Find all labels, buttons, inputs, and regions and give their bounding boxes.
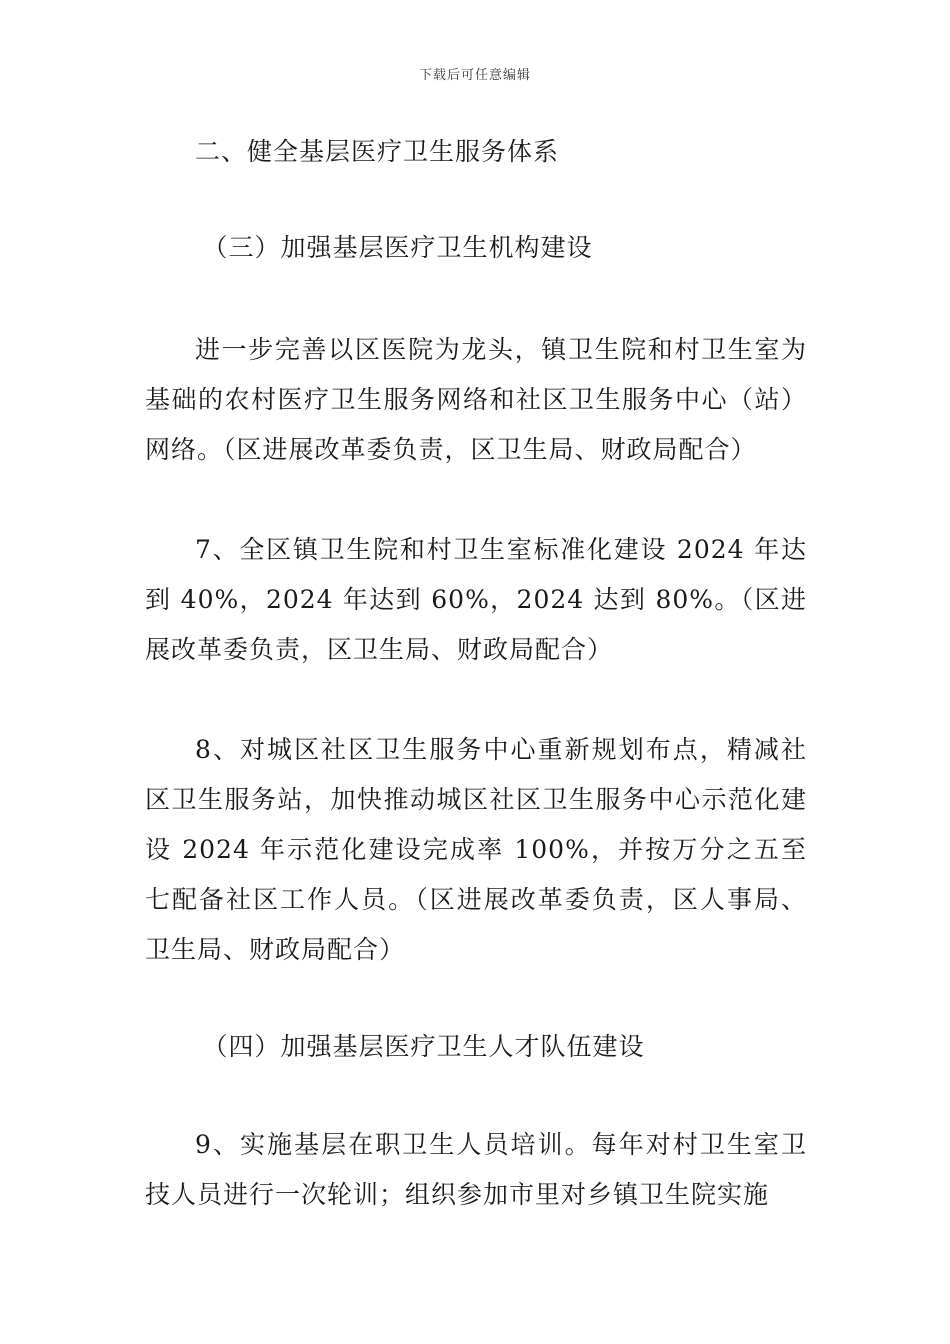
subsection-heading-3: （三）加强基层医疗卫生机构建设 xyxy=(202,233,593,262)
subsection-4-block xyxy=(145,1022,807,1072)
list-item-9: 9、实施基层在职卫生人员培训。每年对村卫生室卫技人员进行一次轮训；组织参加市里对乡镇卫生院实施 xyxy=(145,1130,807,1209)
item-8-block xyxy=(145,725,807,975)
section-heading: 二、健全基层医疗卫生服务体系 xyxy=(195,137,560,166)
section-heading-block xyxy=(145,127,807,177)
list-item-8: 8、对城区社区卫生服务中心重新规划布点，精减社区卫生服务站，加快推动城区社区卫生服务中心示范化建设 2024 年示范化建设完成率 100%，并按万分之五至七配备社区工作人员。（区进展改革委负责，区人事局、卫生局、财政局配合） xyxy=(145,735,807,964)
item-9-block xyxy=(145,1120,807,1220)
item-7-block xyxy=(145,525,807,675)
subsection-heading-4: （四）加强基层医疗卫生人才队伍建设 xyxy=(202,1032,645,1061)
subsection-3-block xyxy=(145,223,807,273)
paragraph-1: 进一步完善以区医院为龙头，镇卫生院和村卫生室为基础的农村医疗卫生服务网络和社区卫生服务中心（站）网络。（区进展改革委负责，区卫生局、财政局配合） xyxy=(145,335,807,464)
header-note: 下载后可任意编辑 xyxy=(418,68,531,83)
paragraph-1-block xyxy=(145,325,807,475)
list-item-7: 7、全区镇卫生院和村卫生室标准化建设 2024 年达到 40%，2024 年达到 60%，2024 达到 80%。（区进展改革委负责，区卫生局、财政局配合） xyxy=(145,535,807,664)
